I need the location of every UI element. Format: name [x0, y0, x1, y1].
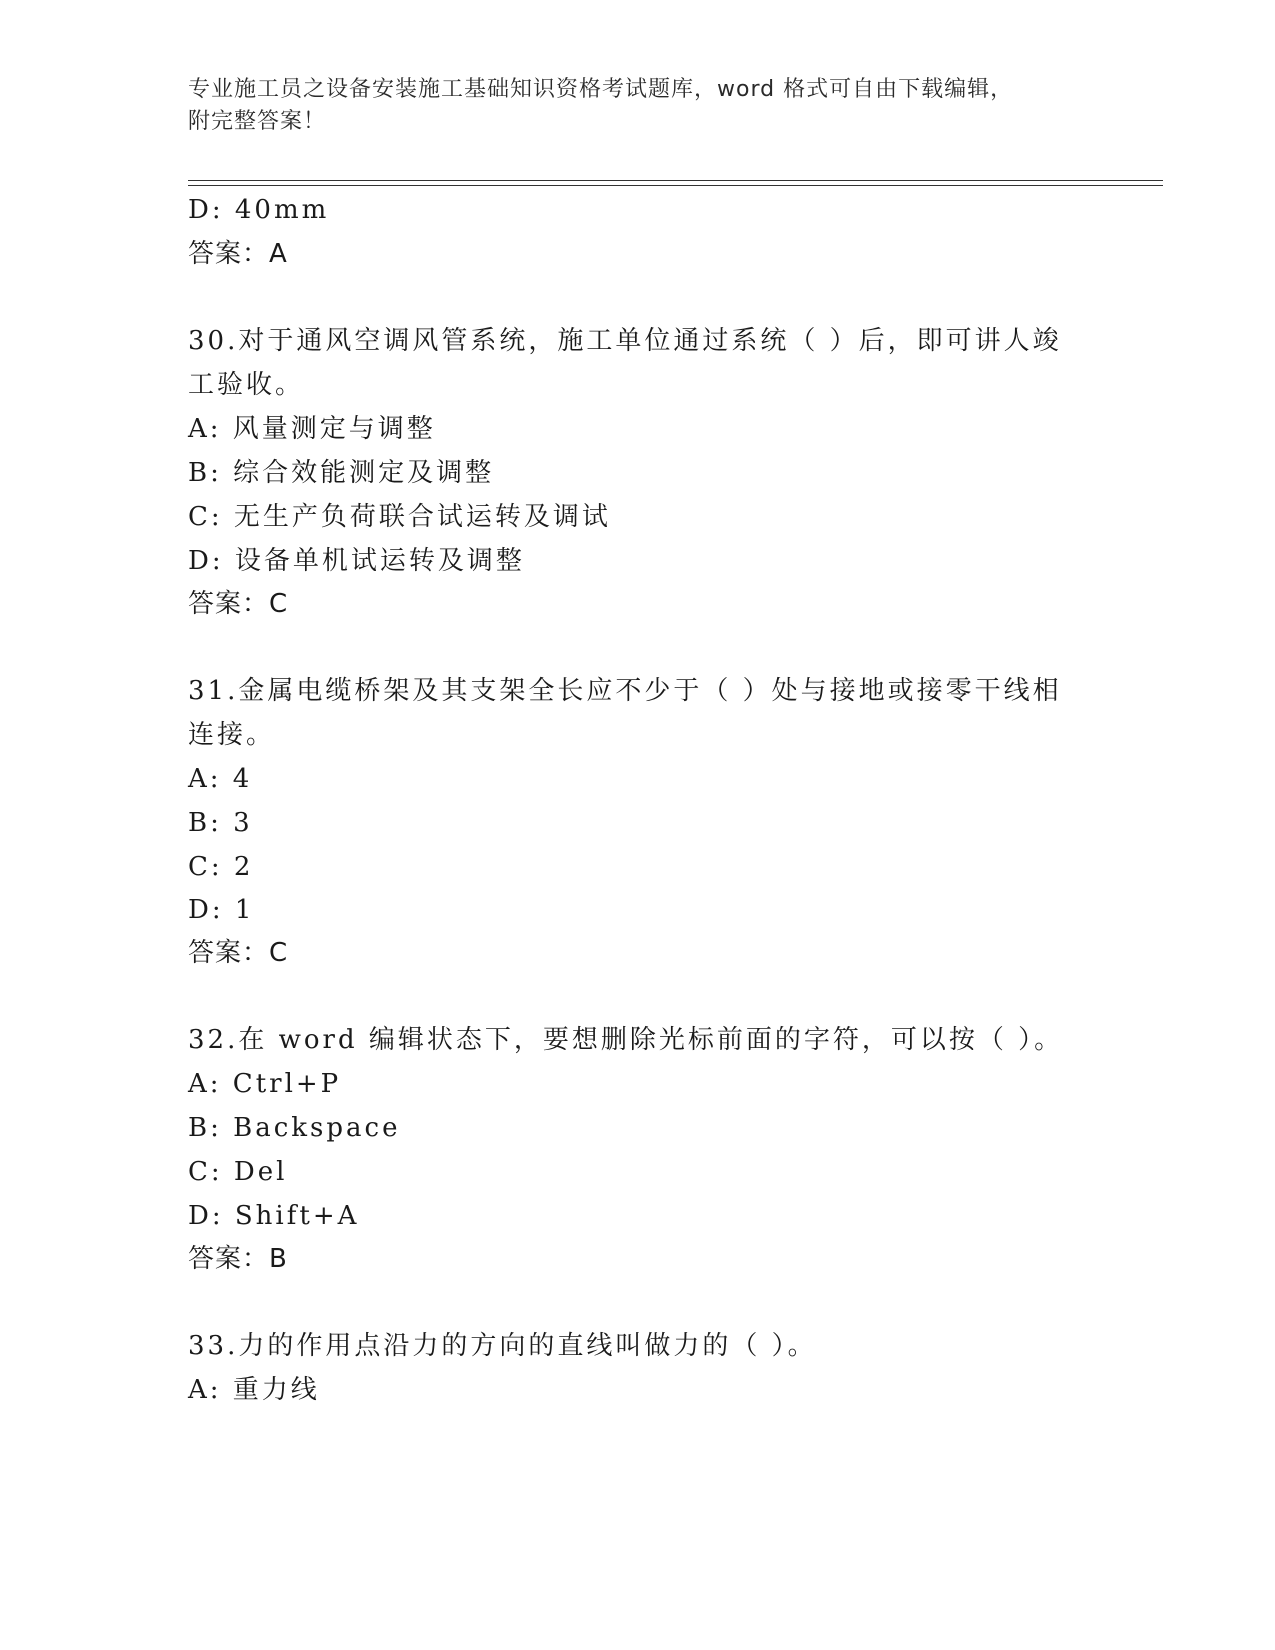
q30-option-a: A: 风量测定与调整: [188, 414, 436, 444]
q31-option-c: C: 2: [188, 852, 254, 882]
q30-stem-line-1: 30.对于通风空调风管系统，施工单位通过系统（ ）后，即可讲人竣: [188, 326, 1062, 356]
q31-option-d: D: 1: [188, 895, 255, 925]
q30-option-d: D: 设备单机试运转及调整: [188, 546, 525, 576]
q30-option-b: B: 综合效能测定及调整: [188, 458, 495, 488]
q31-stem-line-2: 连接。: [188, 720, 276, 750]
q30-answer: 答案：C: [188, 589, 289, 619]
q31-option-a: A: 4: [188, 764, 253, 794]
q30-stem-line-2: 工验收。: [188, 370, 305, 400]
q33-stem-line-1: 33.力的作用点沿力的方向的直线叫做力的（ ）。: [188, 1331, 817, 1361]
prev-option-d: D: 40mm: [188, 195, 330, 225]
prev-answer: 答案：A: [188, 239, 288, 269]
q31-answer: 答案：C: [188, 938, 289, 968]
q31-option-b: B: 3: [188, 808, 253, 838]
q32-option-c: C: Del: [188, 1157, 288, 1187]
q32-option-b: B: Backspace: [188, 1113, 401, 1143]
document-header: [188, 74, 1068, 138]
q32-stem-line-1: 32.在 word 编辑状态下，要想删除光标前面的字符，可以按（ ）。: [188, 1025, 1064, 1055]
q32-answer: 答案：B: [188, 1244, 288, 1274]
header-line-2: 附完整答案！: [188, 109, 327, 134]
q31-stem-line-1: 31.金属电缆桥架及其支架全长应不少于（ ）处与接地或接零干线相: [188, 676, 1062, 706]
q32-option-a: A: Ctrl+P: [188, 1069, 342, 1099]
header-rule-bottom: [188, 185, 1163, 186]
q33-option-a: A: 重力线: [188, 1375, 320, 1405]
header-rule-top: [188, 180, 1163, 181]
q32-option-d: D: Shift+A: [188, 1201, 360, 1231]
header-line-1: 专业施工员之设备安装施工基础知识资格考试题库，word 格式可自由下载编辑，: [188, 77, 1014, 102]
q30-option-c: C: 无生产负荷联合试运转及调试: [188, 502, 611, 532]
